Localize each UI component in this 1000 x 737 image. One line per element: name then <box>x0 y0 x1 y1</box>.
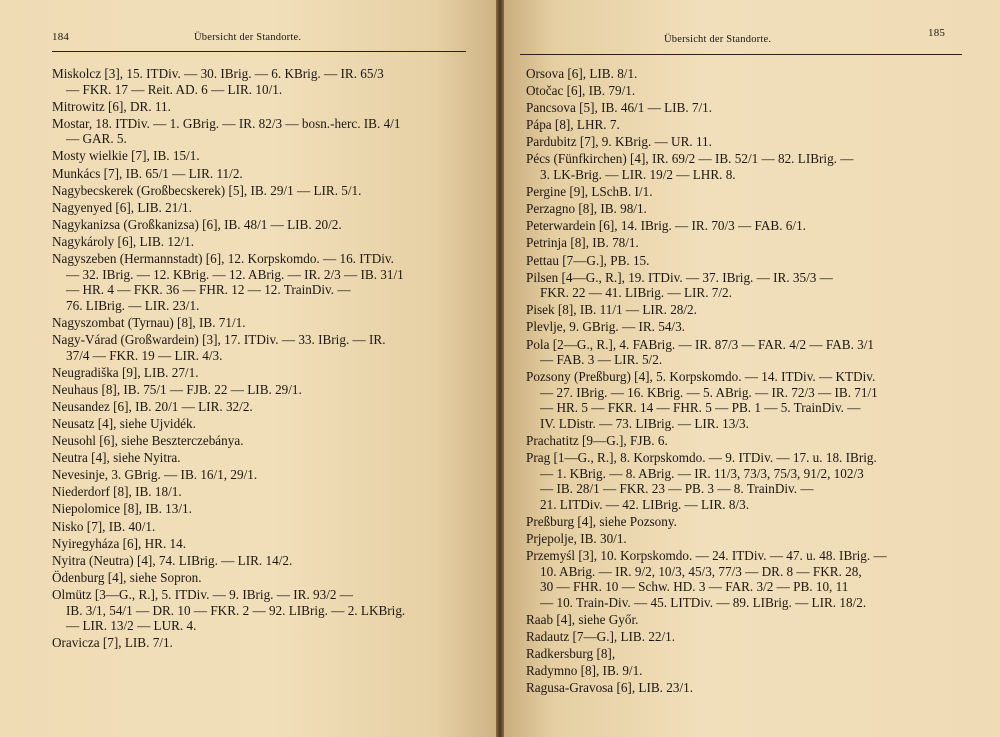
index-entry <box>52 217 472 233</box>
index-entry <box>52 553 472 569</box>
index-entry <box>52 450 472 466</box>
index-entry <box>52 66 472 97</box>
entry-line: Radkersburg [8], <box>526 646 616 662</box>
entry-line: Munkács [7], IB. 65/1 — LIR. 11/2. <box>52 165 243 181</box>
entry-line: Mosty wielkie [7], IB. 15/1. <box>52 148 200 164</box>
entry-continuation-line: 3. LK-Brig. — LIR. 19/2 — LHR. 8. <box>540 167 736 183</box>
entry-line: Prag [1—G., R.], 8. Korpskomdo. — 9. ITDiv. — 17. u. 18. IBrig. <box>526 450 877 466</box>
index-entry <box>526 235 964 251</box>
entry-line: Mitrowitz [6], DR. 11. <box>52 98 171 114</box>
entry-continuation-line: 10. ABrig. — IR. 9/2, 10/3, 45/3, 77/3 — DR. 8 — FKR. 28, <box>540 563 862 579</box>
entry-line: Nyitra (Neutra) [4], 74. LIBrig. — LIR. 14/2. <box>52 552 293 568</box>
entry-line: Niederdorf [8], IB. 18/1. <box>52 484 182 500</box>
index-entry <box>52 166 472 182</box>
entry-line: Ragusa-Gravosa [6], LIB. 23/1. <box>526 680 694 696</box>
right-page <box>504 0 1000 737</box>
entry-line: Nisko [7], IB. 40/1. <box>52 518 156 534</box>
index-entry <box>52 635 472 651</box>
index-entry <box>526 201 964 217</box>
entry-line: Pisek [8], IB. 11/1 — LIR. 28/2. <box>526 302 697 318</box>
index-entry <box>526 253 964 269</box>
index-entry <box>52 99 472 115</box>
index-entry <box>526 548 964 610</box>
right-page-header <box>524 27 964 49</box>
entry-line: Prachatitz [9—G.], FJB. 6. <box>526 433 668 449</box>
left-page-running-title: Übersicht der Standorte. <box>194 32 302 43</box>
entry-continuation-line: — 27. IBrig. — 16. KBrig. — 5. ABrig. — IR. 72/3 — IB. 71/1 <box>540 384 878 400</box>
index-entry <box>52 536 472 552</box>
index-entry <box>52 382 472 398</box>
entry-line: Radymno [8], IB. 9/1. <box>526 663 643 679</box>
entry-line: Pola [2—G., R.], 4. FABrig. — IR. 87/3 — FAR. 4/2 — FAB. 3/1 <box>526 336 875 352</box>
entry-continuation-line: — GAR. 5. <box>66 131 127 147</box>
entry-continuation-line: 37/4 — FKR. 19 — LIR. 4/3. <box>66 347 223 363</box>
index-entry <box>526 218 964 234</box>
entry-continuation-line: — HR. 4 — FKR. 36 — FHR. 12 — 12. TrainDiv. — <box>66 282 351 298</box>
index-entry <box>52 433 472 449</box>
entry-line: Pettau [7—G.], PB. 15. <box>526 252 650 268</box>
index-entry <box>526 450 964 512</box>
index-entry <box>52 416 472 432</box>
entry-continuation-line: IV. LDistr. — 73. LIBrig. — LIR. 13/3. <box>540 415 749 431</box>
index-entry <box>526 319 964 335</box>
entry-line: Oravicza [7], LIB. 7/1. <box>52 635 173 651</box>
entry-line: Miskolcz [3], 15. ITDiv. — 30. IBrig. — 6. KBrig. — IR. 65/3 <box>52 66 384 81</box>
index-entry <box>52 251 472 313</box>
entry-line: Neugradiška [9], LIB. 27/1. <box>52 364 199 380</box>
entry-line: Perzagno [8], IB. 98/1. <box>526 201 647 217</box>
entry-continuation-line: — 1. KBrig. — 8. ABrig. — IR. 11/3, 73/3, 75/3, 91/2, 102/3 <box>540 465 864 481</box>
entry-line: Raab [4], siehe Győr. <box>526 612 639 628</box>
entry-line: Ödenburg [4], siehe Sopron. <box>52 569 202 585</box>
entry-continuation-line: — IB. 28/1 — FKR. 23 — PB. 3 — 8. TrainDiv. — <box>540 481 814 497</box>
entry-line: Prjepolje, IB. 30/1. <box>526 531 627 547</box>
entry-line: Petrinja [8], IB. 78/1. <box>526 235 639 251</box>
entry-continuation-line: — LIR. 13/2 — LUR. 4. <box>66 618 197 634</box>
index-entry <box>526 270 964 301</box>
book-gutter <box>496 0 504 737</box>
index-entry <box>52 587 472 634</box>
left-page-number: 184 <box>52 31 70 43</box>
entry-line: Nagyenyed [6], LIB. 21/1. <box>52 199 192 215</box>
entry-line: Otočac [6], IB. 79/1. <box>526 83 636 99</box>
entry-line: Neuhaus [8], IB. 75/1 — FJB. 22 — LIB. 29/1. <box>52 381 302 397</box>
entry-line: Pardubitz [7], 9. KBrig. — UR. 11. <box>526 134 712 150</box>
entry-line: Neusohl [6], siehe Beszterczebánya. <box>52 433 244 449</box>
entry-line: Nagyszeben (Hermannstadt) [6], 12. Korpskomdo. — 16. ITDiv. <box>52 251 394 267</box>
entry-continuation-line: IB. 3/1, 54/1 — DR. 10 — FKR. 2 — 92. LIBrig. — 2. LKBrig. <box>66 602 406 618</box>
entry-line: Orsova [6], LIB. 8/1. <box>526 66 638 81</box>
left-header-rule <box>52 51 466 52</box>
left-page <box>0 0 496 737</box>
index-entry <box>526 151 964 182</box>
entry-line: Peterwardein [6], 14. IBrig. — IR. 70/3 — FAB. 6/1. <box>526 218 806 234</box>
index-entry <box>526 337 964 368</box>
entry-line: Neusatz [4], siehe Ujvidék. <box>52 415 196 431</box>
index-entry <box>526 629 964 645</box>
index-entry <box>52 116 472 147</box>
index-entry <box>52 519 472 535</box>
index-entry <box>52 501 472 517</box>
entry-line: Niepolomice [8], IB. 13/1. <box>52 501 192 517</box>
entry-continuation-line: — FKR. 17 — Reit. AD. 6 — LIR. 10/1. <box>66 81 283 97</box>
index-entry <box>526 663 964 679</box>
entry-line: Mostar, 18. ITDiv. — 1. GBrig. — IR. 82/3 — bosn.-herc. IB. 4/1 <box>52 115 401 131</box>
right-page-number: 185 <box>928 27 946 39</box>
index-entry <box>526 134 964 150</box>
index-entry <box>526 100 964 116</box>
entry-line: Nagykároly [6], LIB. 12/1. <box>52 233 195 249</box>
right-header-rule <box>520 54 962 55</box>
entry-line: Radautz [7—G.], LIB. 22/1. <box>526 629 676 645</box>
entry-line: Nyiregyháza [6], HR. 14. <box>52 535 187 551</box>
index-entry <box>526 433 964 449</box>
entry-continuation-line: 76. LIBrig. — LIR. 23/1. <box>66 297 200 313</box>
entry-line: Neusandez [6], IB. 20/1 — LIR. 32/2. <box>52 398 253 414</box>
entry-continuation-line: — HR. 5 — FKR. 14 — FHR. 5 — PB. 1 — 5. TrainDiv. — <box>540 400 861 416</box>
entry-line: Nagykanizsa (Großkanizsa) [6], IB. 48/1 — LIB. 20/2. <box>52 216 342 232</box>
index-entry <box>526 646 964 662</box>
index-entry <box>52 148 472 164</box>
entry-line: Przemyśl [3], 10. Korpskomdo. — 24. ITDiv. — 47. u. 48. IBrig. — <box>526 548 887 564</box>
entry-line: Pápa [8], LHR. 7. <box>526 117 620 133</box>
index-entry <box>52 570 472 586</box>
entry-continuation-line: 21. LITDiv. — 42. LIBrig. — LIR. 8/3. <box>540 496 750 512</box>
entry-line: Nagy-Várad (Großwardein) [3], 17. ITDiv. — 33. IBrig. — IR. <box>52 332 386 347</box>
index-entry <box>52 467 472 483</box>
index-entry <box>526 83 964 99</box>
entry-line: Nevesinje, 3. GBrig. — IB. 16/1, 29/1. <box>52 467 258 483</box>
entry-line: Pilsen [4—G., R.], 19. ITDiv. — 37. IBrig. — IR. 35/3 — <box>526 269 833 285</box>
entry-continuation-line: — 10. Train-Div. — 45. LITDiv. — 89. LIBrig. — LIR. 18/2. <box>540 595 867 610</box>
entry-continuation-line: — 32. IBrig. — 12. KBrig. — 12. ABrig. — IR. 2/3 — IB. 31/1 <box>66 266 404 282</box>
entry-line: Olmütz [3—G., R.], 5. ITDiv. — 9. IBrig. — IR. 93/2 — <box>52 586 353 602</box>
entry-line: Preßburg [4], siehe Pozsony. <box>526 514 677 530</box>
index-entry <box>526 117 964 133</box>
index-entry <box>526 612 964 628</box>
entry-line: Plevlje, 9. GBrig. — IR. 54/3. <box>526 319 685 335</box>
entry-line: Pécs (Fünfkirchen) [4], IR. 69/2 — IB. 52/1 — 82. LIBrig. — <box>526 151 854 167</box>
index-entry <box>526 66 964 82</box>
index-entry <box>526 531 964 547</box>
left-page-header <box>52 31 462 49</box>
entry-continuation-line: FKR. 22 — 41. LIBrig. — LIR. 7/2. <box>540 285 732 301</box>
index-entry <box>52 332 472 363</box>
index-entry <box>526 369 964 431</box>
index-entry <box>52 183 472 199</box>
index-entry <box>52 399 472 415</box>
index-entry <box>526 514 964 530</box>
entry-line: Nagybecskerek (Großbecskerek) [5], IB. 29/1 — LIR. 5/1. <box>52 182 362 198</box>
left-entry-list <box>52 66 472 652</box>
index-entry <box>52 484 472 500</box>
entry-continuation-line: 30 — FHR. 10 — Schw. HD. 3 — FAR. 3/2 — PB. 10, 11 <box>540 579 849 595</box>
index-entry <box>52 200 472 216</box>
index-entry <box>526 302 964 318</box>
index-entry <box>52 234 472 250</box>
entry-line: Neutra [4], siehe Nyitra. <box>52 450 181 466</box>
right-page-running-title: Übersicht der Standorte. <box>664 34 772 45</box>
entry-continuation-line: — FAB. 3 — LIR. 5/2. <box>540 352 663 368</box>
entry-line: Nagyszombat (Tyrnau) [8], IB. 71/1. <box>52 314 246 330</box>
entry-line: Pergine [9], LSchB. I/1. <box>526 184 653 200</box>
right-entry-list <box>526 66 964 698</box>
index-entry <box>526 680 964 696</box>
index-entry <box>52 315 472 331</box>
entry-line: Pozsony (Preßburg) [4], 5. Korpskomdo. — 14. ITDiv. — KTDiv. <box>526 369 876 385</box>
index-entry <box>52 365 472 381</box>
entry-line: Pancsova [5], IB. 46/1 — LIB. 7/1. <box>526 100 713 116</box>
index-entry <box>526 184 964 200</box>
